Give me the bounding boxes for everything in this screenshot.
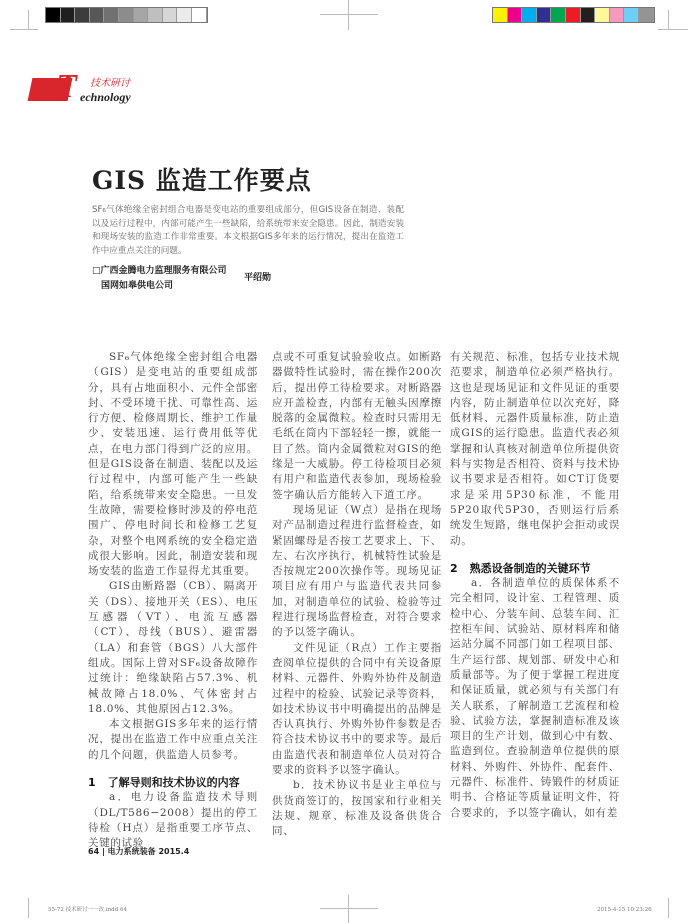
color-swatch: [624, 8, 639, 22]
page-footer: [88, 847, 189, 857]
color-swatch: [566, 8, 581, 22]
print-timestamp: 2015-4-15 10:23:26: [597, 907, 652, 913]
color-swatch: [46, 8, 61, 22]
paragraph: 点或不可重复试验验收点。如断路器做特性试验时，需在操作200次后，提出停工待检要求。对断路器应开盖检查，内部有无触头因摩擦脱落的金属微粒。检查时只需用无毛纸在筒内下部轻轻一擦，就能一目了然。筒内金属微粒对GIS的绝缘是一大威胁。停工待检项目必须有用户和监造代表参加，现场检验签字确认后方能转入下道工序。: [272, 351, 442, 501]
paragraph: 文件见证（R点）工作主要指查阅单位提供的合同中有关设备原材料、元器件、外购外协件及制造过程中的检验、试验记录等资料，如技术协议书中明确提出的品牌是否认真执行、外购外协件参数是否符合技术协议书中的要求等。最后由监造代表和制造单位人员对符合要求的资料予以签字确认。: [272, 641, 442, 777]
affiliation: 国网如皋供电公司: [101, 281, 174, 291]
registration-mark: [348, 895, 349, 923]
crop-mark: [28, 898, 29, 918]
issue: 2015.4: [158, 847, 190, 856]
section-name-cn: 技术研讨: [90, 78, 130, 89]
section-number: 2: [450, 561, 458, 575]
registration-mark: [320, 14, 378, 15]
section-heading-2: [450, 561, 620, 576]
color-swatch: [581, 8, 596, 22]
color-swatch: [537, 8, 552, 22]
paragraph: a．各制造单位的质保体系不完全相同，设计室、工程管理、质检中心、分装车间、总装车间、汇控柜车间、试验站、原材料库和储运站分属不同部门如工程项目部、生产运行部、规划部、研发中心和质量部等。为了便于掌握工程进度和保证质量，就必须与有关部门有关人联系，了解制造工艺流程和检验、试验方法，掌握制造标准及该项目的生产计划，做到心中有数、监造到位。查验制造单位提供的原材料、外购件、外协件、配套件、元器件、标准件、铸锻件的材质证明书、合格证等质量证明文件，符合要求的，予以签字确认，如有差: [450, 577, 620, 819]
paragraph: 现场见证（W点）是指在现场对产品制造过程进行监督检查，如紧固螺母是否按工艺要求上、下、左、右次序执行，机械特性试验是否按规定200次操作等。现场见证项目应有用户与监造代表共同参加，对制造单位的试验、检验等过程进行现场监督检查，对符合要求的予以签字确认。: [272, 503, 442, 639]
color-swatch: [639, 8, 654, 22]
file-slug: 55-72 技术研讨一一改.indd 64: [48, 907, 127, 913]
paragraph: 有关规范、标准，包括专业技术规范要求，制造单位必须严格执行。这也是现场见证和文件见证的重要内容，防止制造单位以次充好，降低材料、元器件质量标准，防止造成GIS的运行隐患。监造代表必须掌握和认真核对制造单位所提供资料与实物是否相符、资料与技术协议书要求是否相符。如CT订货要求是采用5P30标准，不能用5P20取代5P30，否则运行后系统发生短路，继电保护会拒动或误动。: [450, 351, 620, 547]
paragraph: b．技术协议书是业主单位与供货商签订的，按国家和行业相关法规、规章、标准及设备供货合同、: [272, 779, 442, 838]
affiliations: [92, 264, 227, 294]
crop-mark: [668, 10, 669, 30]
author: 平绍勋: [244, 273, 272, 283]
logo-letter: T: [56, 68, 77, 105]
registration-mark: [348, 0, 349, 30]
color-swatch: [610, 8, 625, 22]
registration-mark: [320, 908, 378, 909]
paragraph: SF₆气体绝缘全密封组合电器（GIS）是变电站的重要组成部分，具有占地面积小、元件全部密封、不受环境干扰、可靠性高、运行方便、检修周期长、维护工作量少、安装迅速、运行费用低等优点，在电力部门得到广泛的应用。但是GIS设备在制造、装配以及运行过程中，内部可能产生一些缺陷，给系统带来安全隐患。一旦发生故障，需要检修时涉及的停电范围广、停电时间长和检修工艺复杂，对整个电网系统的安全稳定造成很大影响。因此，制造安装和现场安装的监造工作显得尤其重要。: [88, 351, 258, 578]
color-swatch: [177, 8, 192, 22]
footer-separator: |: [101, 847, 105, 856]
color-swatch: [75, 8, 90, 22]
abstract: SF₆气体绝缘全密封组合电器是变电站的重要组成部分，但GIS设备在制造、装配以及运行过程中，内部可能产生一些缺陷，给系统带来安全隐患。因此，制造安装和现场安装的监造工作非常重要。本文根据GIS多年来的运行情况，提出在监造工作中应重点关注的问题。: [92, 205, 404, 256]
paragraph: a．电力设备监造技术导则（DL/T586−2008）提出的停工待检（H点）是指重要工序节点、关键的试验: [88, 791, 258, 850]
color-swatch: [119, 8, 134, 22]
crop-mark: [658, 29, 688, 30]
color-swatch: [192, 8, 207, 22]
color-swatch: [134, 8, 149, 22]
article-title: GIS 监造工作要点: [92, 166, 312, 195]
section-heading-1: [88, 775, 258, 790]
crop-mark: [28, 10, 29, 30]
page-number: 64: [88, 847, 100, 856]
paragraph: 本文根据GIS多年来的运行情况，提出在监造工作中应重点关注的几个问题，供监造人员参考。: [88, 718, 258, 761]
crop-mark: [10, 29, 38, 30]
journal-name: 电力系统装备: [107, 847, 156, 856]
paragraph: GIS由断路器（CB）、隔离开关（DS）、接地开关（ES）、电压互感器（VT）、电流互感器（CT）、母线（BUS）、避雷器（LA）和套管（BGS）八大部件组成。国际上曾对SF₆设备故障作过统计：绝缘缺陷占57.3%、机械故障占18.0%、气体密封占18.0%、其他原因占12.3%。: [88, 580, 258, 715]
body-column-3: [450, 350, 620, 821]
body-column-1: [88, 350, 258, 852]
crop-mark: [668, 898, 669, 918]
section-name-en: echnology: [80, 90, 131, 104]
body-column-2: [272, 350, 442, 840]
color-swatch: [104, 8, 119, 22]
section-title: 熟悉设备制造的关键环节: [469, 561, 591, 575]
color-swatch: [551, 8, 566, 22]
color-swatch: [61, 8, 76, 22]
color-swatch: [493, 8, 508, 22]
section-title: 了解导则和技术协议的内容: [107, 776, 240, 790]
section-number: 1: [88, 776, 96, 790]
color-swatch: [163, 8, 178, 22]
color-swatch: [595, 8, 610, 22]
color-swatch: [90, 8, 105, 22]
grayscale-color-bar: [45, 7, 208, 23]
affiliation: □广西金腾电力监理服务有限公司: [92, 266, 227, 276]
color-swatch: [148, 8, 163, 22]
color-swatch: [522, 8, 537, 22]
process-color-bar: [492, 7, 655, 23]
color-swatch: [508, 8, 523, 22]
